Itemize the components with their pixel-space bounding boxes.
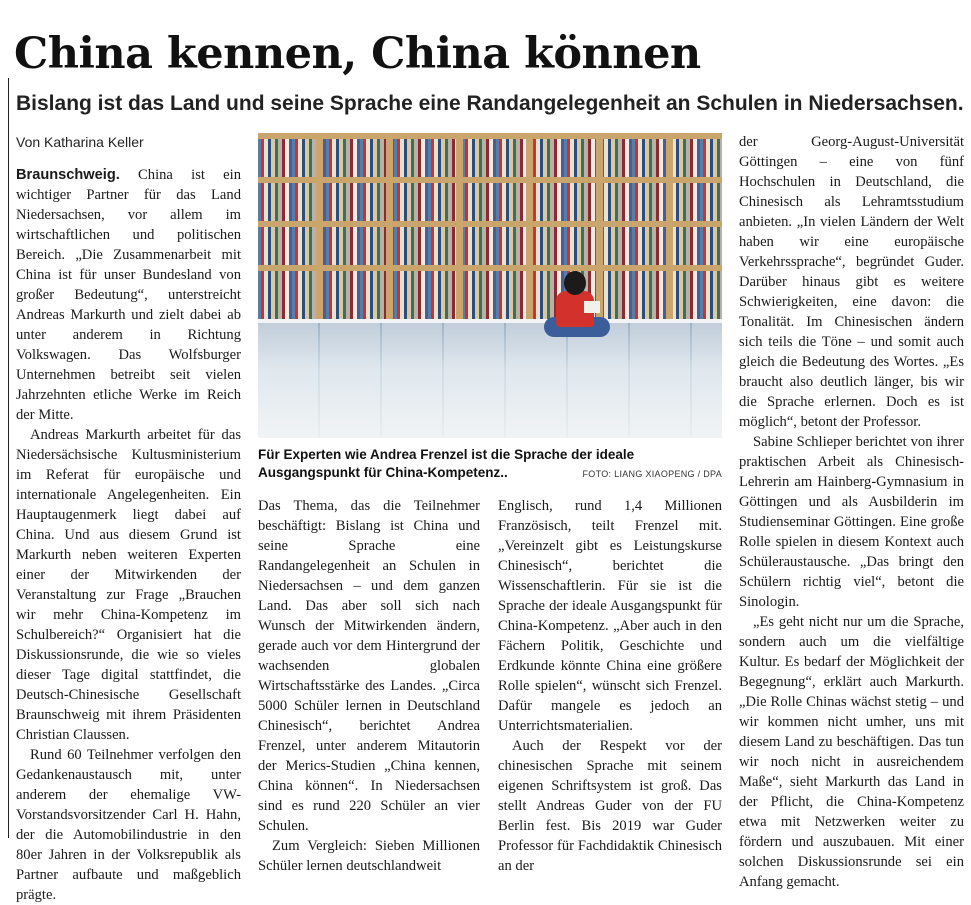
- shelf-post: [386, 133, 393, 323]
- shelf-post: [456, 133, 463, 323]
- shelf-post: [526, 133, 533, 323]
- reading-person: [544, 271, 610, 349]
- subheadline: Bislang ist das Land und seine Sprache eine Randangelegenheit an Schulen in Niedersachsen.: [16, 92, 964, 115]
- paragraph: Sabine Schlieper berichtet von ihrer praktischen Arbeit als Chinesisch-Lehrerin am Hainberg-Gymnasium in Göttingen und als Ausbilderin im Studienseminar Göttingen. Eine große Rolle spielen in diesem Kontext auch Schüleraustausche. „Das bringt den Schülern richtig viel“, betont die Sinologin.: [739, 434, 964, 610]
- photo-credit: FOTO: LIANG XIAOPENG / DPA: [582, 469, 722, 479]
- paragraph: Auch der Respekt vor der chinesischen Sprache mit seinem eigenen Schriftsystem ist groß. Das stellt Andreas Guder von der FU Berlin fest. Bis 2019 war Guder Professor für Fachdidaktik Chinesisch an der: [498, 738, 722, 874]
- paragraph: Englisch, rund 1,4 Millionen Französisch, teilt Frenzel mit. „Vereinzelt gibt es Leistungskurse Chinesisch“, berichtet die Wissenschaftlerin. Für sie ist die Sprache der ideale Ausgangspunkt für China-Kompetenz. „Aber auch in den Fächern Politik, Geschichte und Erdkunde könnte China eine größere Rolle spielen“, wünscht sich Frenzel. Dafür mangele es jedoch an Unterrichtsmaterialien.: [498, 498, 722, 734]
- shelf-board: [258, 177, 722, 183]
- display-table: [258, 323, 722, 438]
- photo-caption: Für Experten wie Andrea Frenzel ist die Sprache der ideale Ausgangspunkt für China-Kompetenz..: [258, 447, 635, 480]
- person-head: [564, 271, 586, 295]
- article-column-1: [16, 165, 241, 903]
- shelf-post: [666, 133, 673, 323]
- shelf-board: [258, 133, 722, 139]
- article-column-2: [258, 496, 480, 874]
- shelf-board: [258, 265, 722, 271]
- paragraph: „Es geht nicht nur um die Sprache, sondern auch um die vielfältige Kultur. Es bedarf der Möglichkeit der Begegnung“, erklärt auch Markurth. „Die Rolle Chinas wächst stetig – und wir kommen nicht umher, uns mit diesem Land zu beschäftigen. Das tun wir noch nicht in ausreichendem Maße“, sieht Markurth das Land in der Pflicht, die China-Kompetenz etwa mit Netzwerken weiter zu fördern und auszubauen. Mit einer solchen Diskussionsrunde sei ein Anfang gemacht.: [739, 614, 964, 890]
- paragraph: der Georg-August-Universität Göttingen – eine von fünf Hochschulen in Deutschland, die Chinesisch als Lehramtsstudium anbieten. „In vielen Ländern der Welt haben wir eine europäische Verkehrssprache“, begründet Guder. Darüber hinaus gibt es weitere Schwierigkeiten, eine davon: die Tonalität. Im Chinesischen ändern sich teils die Töne – und somit auch gleich die Bedeutung des Wortes. „Es braucht also deutlich länger, bis wir die Sprache erlernen. Doch es ist möglich“, betont der Professor.: [739, 134, 964, 430]
- paragraph: Rund 60 Teilnehmer verfolgen den Gedankenaustausch mit, unter anderem der ehemalige VW- Vorstandsvorsitzender Carl H. Hahn, der die Automobilindustrie in den 80er Jahren in der Volksrepublik als Partner aufbaute und maßgeblich prägte.: [16, 747, 241, 903]
- shelf-post: [316, 133, 323, 323]
- article-column-3: [498, 496, 722, 874]
- headline: China kennen, China können: [14, 29, 701, 79]
- paragraph: Das Thema, das die Teilnehmer beschäftigt: Bislang ist China und seine Sprache eine Randangelegenheit an Schulen in Niedersachsen – und dem ganzen Land. Das aber soll sich nach Wunsch der Mitwirkenden ändern, gerade auch vor dem Hintergrund der wachsenden globalen Wirtschaftsstärke des Landes. „Circa 5000 Schüler lernen in Deutschland Chinesisch“, berichtet Andrea Frenzel, unter anderem Mitautorin der Merics-Studien „China kennen, China können“. In Niedersachsen sind es rund 220 Schüler an vier Schulen.: [258, 498, 480, 834]
- dateline: Braunschweig.: [16, 167, 120, 183]
- byline: Von Katharina Keller: [16, 134, 144, 150]
- article-photo: [258, 133, 722, 438]
- left-edge-rule: [8, 78, 9, 838]
- paragraph: Andreas Markurth arbeitet für das Niedersächsische Kultusministerium im Referat für europäische und internationale Angelegenheiten. Ein Hauptaugenmerk liegt dabei auf China. Und aus diesem Grund ist Markurth neben weiteren Experten einer der Mitwirkenden der Veranstaltung zur Frage „Brauchen wir mehr China-Kompetenz im Schulbereich?“ Organisiert hat die Diskussionsrunde, die wie so vieles dieser Tage digital stattfindet, die Deutsch-Chinesische Gesellschaft Braunschweig mit ihrem Präsidenten Christian Claussen.: [16, 427, 241, 743]
- book-icon: [584, 301, 600, 313]
- paragraph-text: China ist ein wichtiger Partner für das Land Niedersachsen, vor allem im wirtschaftlichen und politischen Bereich. „Die Zusammenarbeit mit China ist für unser Bundesland von großer Bedeutung“, unterstreicht Andreas Markurth und zielt dabei ab unter anderem in Richtung Volkswagen. Das Wolfsburger Unternehmen betreibt seit vielen Jahrzehnten etliche Werke im Reich der Mitte.: [16, 167, 241, 423]
- paragraph: Zum Vergleich: Sieben Millionen Schüler lernen deutschlandweit: [258, 838, 480, 874]
- paragraph: [16, 165, 241, 425]
- shelf-board: [258, 221, 722, 227]
- bookshelf: [258, 133, 722, 323]
- article-column-4: [739, 132, 964, 890]
